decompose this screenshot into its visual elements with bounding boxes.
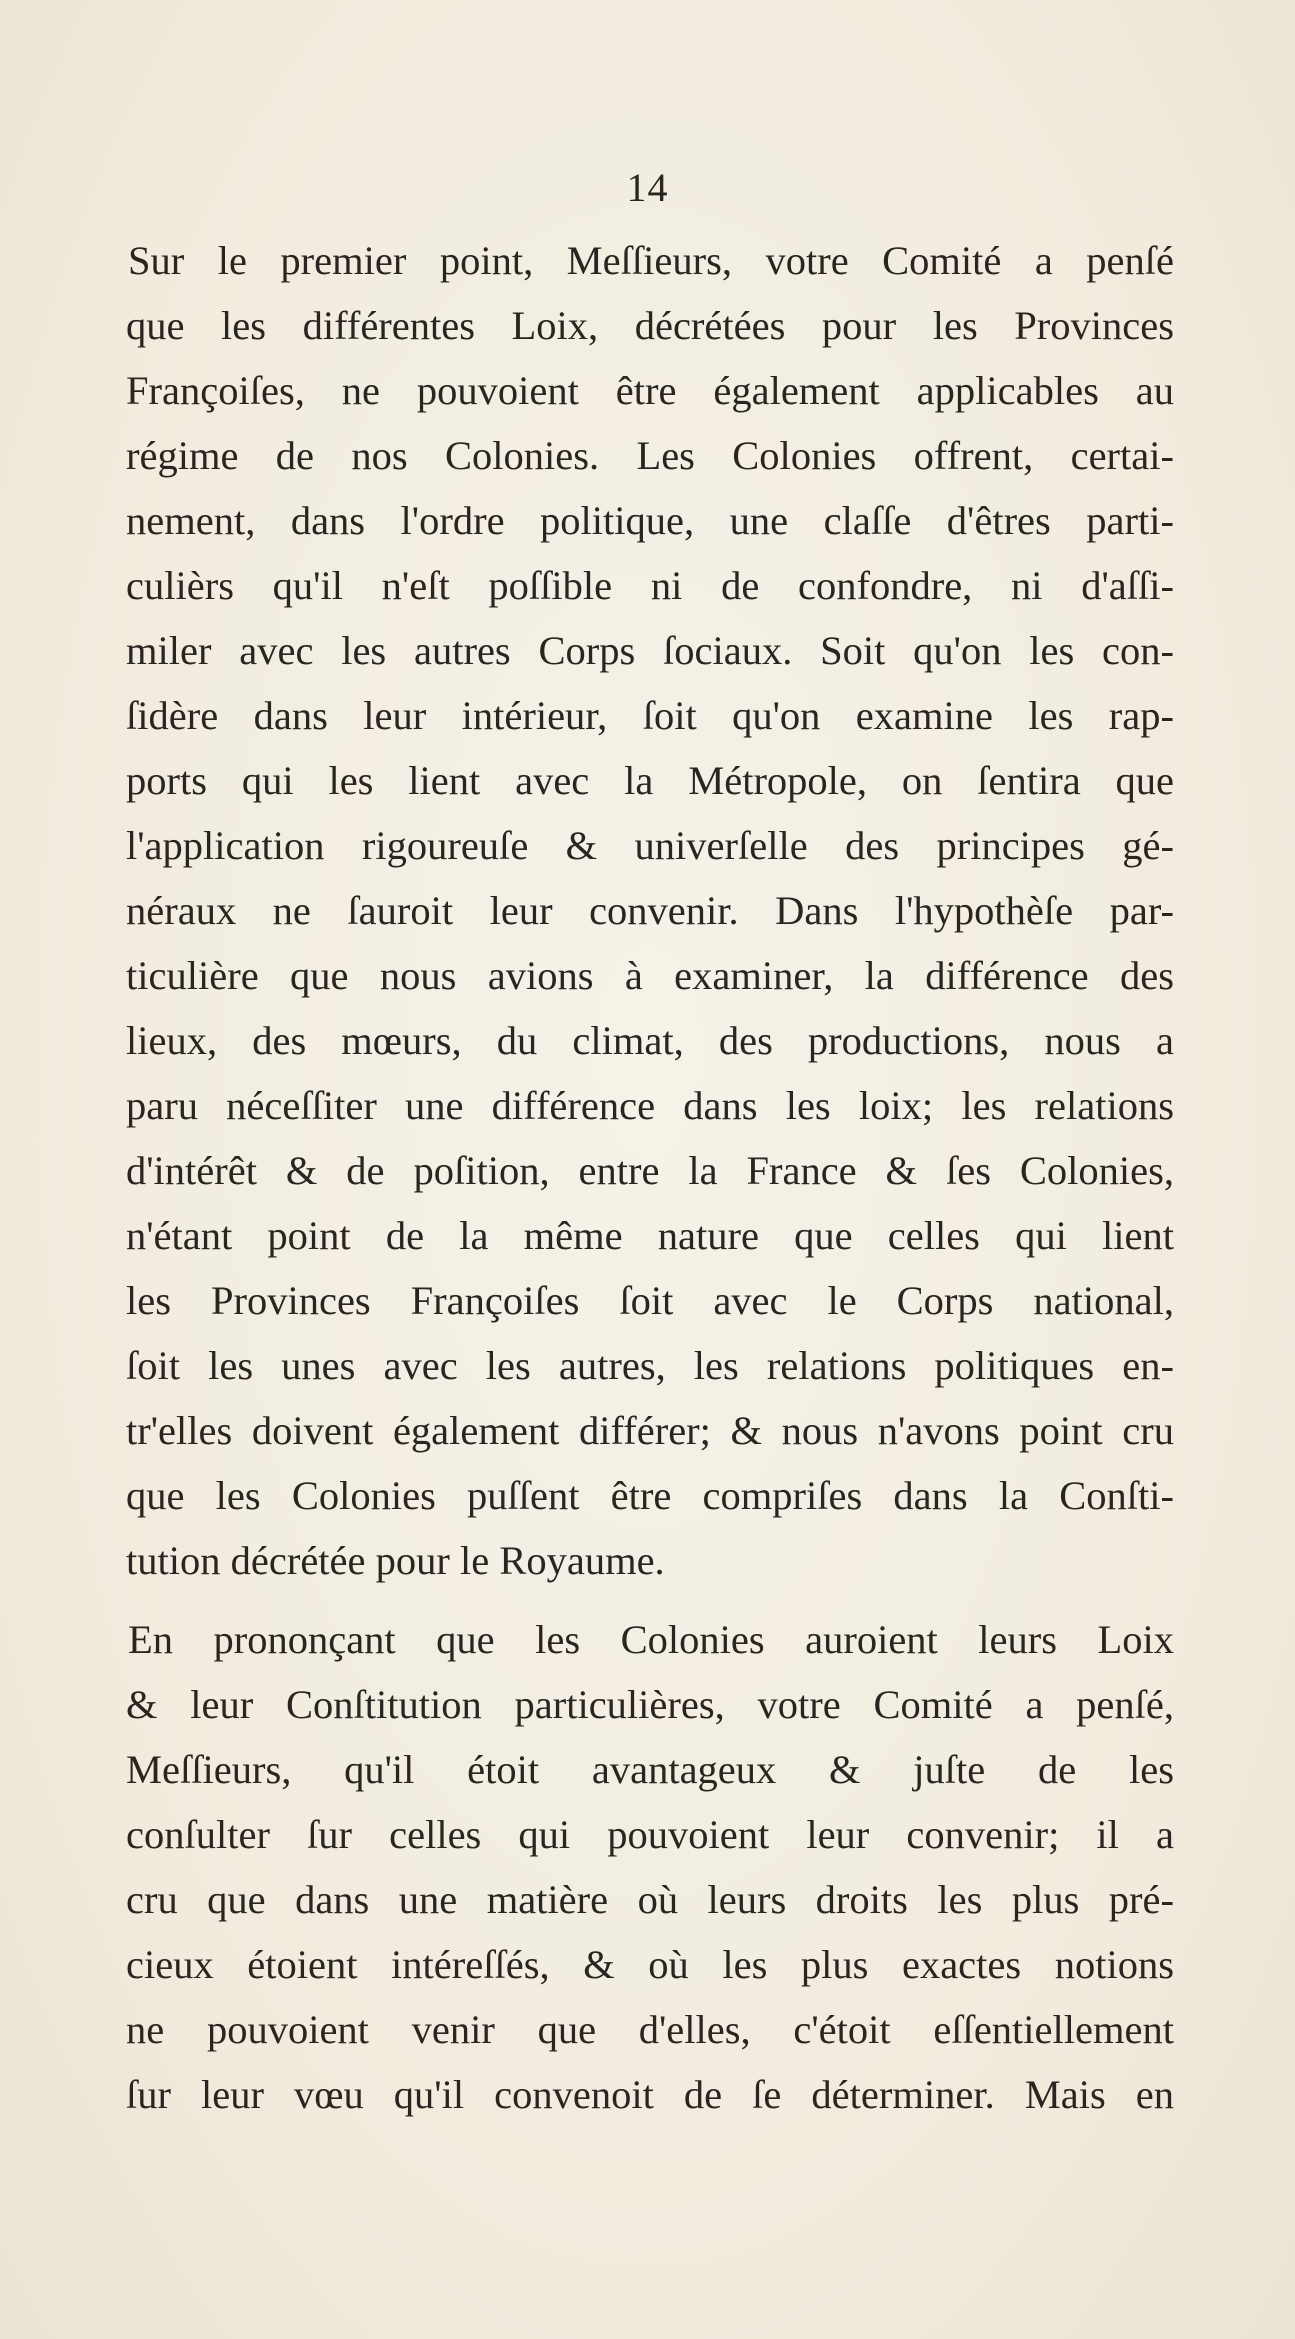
text-line: que les différentes Loix, décrétées pour les Provinces <box>126 303 1174 348</box>
body-text <box>126 228 1174 2127</box>
text-line: ſoit les unes avec les autres, les relations politiques en- <box>126 1343 1174 1388</box>
text-line: Meſſieurs, qu'il étoit avantageux & juſte de les <box>126 1747 1174 1792</box>
text-line: cieux étoient intéreſſés, & où les plus exactes notions <box>126 1942 1174 1987</box>
text-line: les Provinces Françoiſes ſoit avec le Corps national, <box>126 1278 1174 1323</box>
text-line: conſulter ſur celles qui pouvoient leur convenir; il a <box>126 1812 1174 1857</box>
text-line: l'application rigoureuſe & univerſelle des principes gé- <box>126 823 1174 868</box>
text-line: lieux, des mœurs, du climat, des productions, nous a <box>126 1018 1174 1063</box>
text-line: & leur Conſtitution particulières, votre Comité a penſé, <box>126 1682 1174 1727</box>
text-line: n'étant point de la même nature que celles qui lient <box>126 1213 1174 1258</box>
text-line: miler avec les autres Corps ſociaux. Soit qu'on les con- <box>126 628 1174 673</box>
text-line: d'intérêt & de poſition, entre la France & ſes Colonies, <box>126 1148 1174 1193</box>
text-line: que les Colonies puſſent être compriſes dans la Conſti- <box>126 1473 1174 1518</box>
text-line: En prononçant que les Colonies auroient leurs Loix <box>128 1617 1174 1662</box>
paragraph-gap <box>126 1593 1174 1607</box>
text-line: ne pouvoient venir que d'elles, c'étoit eſſentiellement <box>126 2007 1174 2052</box>
text-line: ſur leur vœu qu'il convenoit de ſe déterminer. Mais en <box>126 2072 1174 2117</box>
text-line: régime de nos Colonies. Les Colonies offrent, certai- <box>126 433 1174 478</box>
text-line: ticulière que nous avions à examiner, la différence des <box>126 953 1174 998</box>
text-line: Françoiſes, ne pouvoient être également applicables au <box>126 368 1174 413</box>
text-line: ports qui les lient avec la Métropole, on ſentira que <box>126 758 1174 803</box>
text-line: tution décrétée pour le Royaume. <box>126 1538 665 1583</box>
text-line: néraux ne ſauroit leur convenir. Dans l'hypothèſe par- <box>126 888 1174 933</box>
text-line: cru que dans une matière où leurs droits les plus pré- <box>126 1877 1174 1922</box>
text-line: tr'elles doivent également différer; & nous n'avons point cru <box>126 1408 1174 1453</box>
text-line: paru néceſſiter une différence dans les loix; les relations <box>126 1083 1174 1128</box>
page-number: 14 <box>626 165 669 210</box>
text-line: ſidère dans leur intérieur, ſoit qu'on examine les rap- <box>126 693 1174 738</box>
text-line: Sur le premier point, Meſſieurs, votre Comité a penſé <box>128 238 1174 283</box>
paragraph <box>126 228 1174 1593</box>
text-line: nement, dans l'ordre politique, une claſſe d'êtres parti- <box>126 498 1174 543</box>
paragraph <box>126 1607 1174 2127</box>
text-line: culièrs qu'il n'eſt poſſible ni de confondre, ni d'aſſi- <box>126 563 1174 608</box>
